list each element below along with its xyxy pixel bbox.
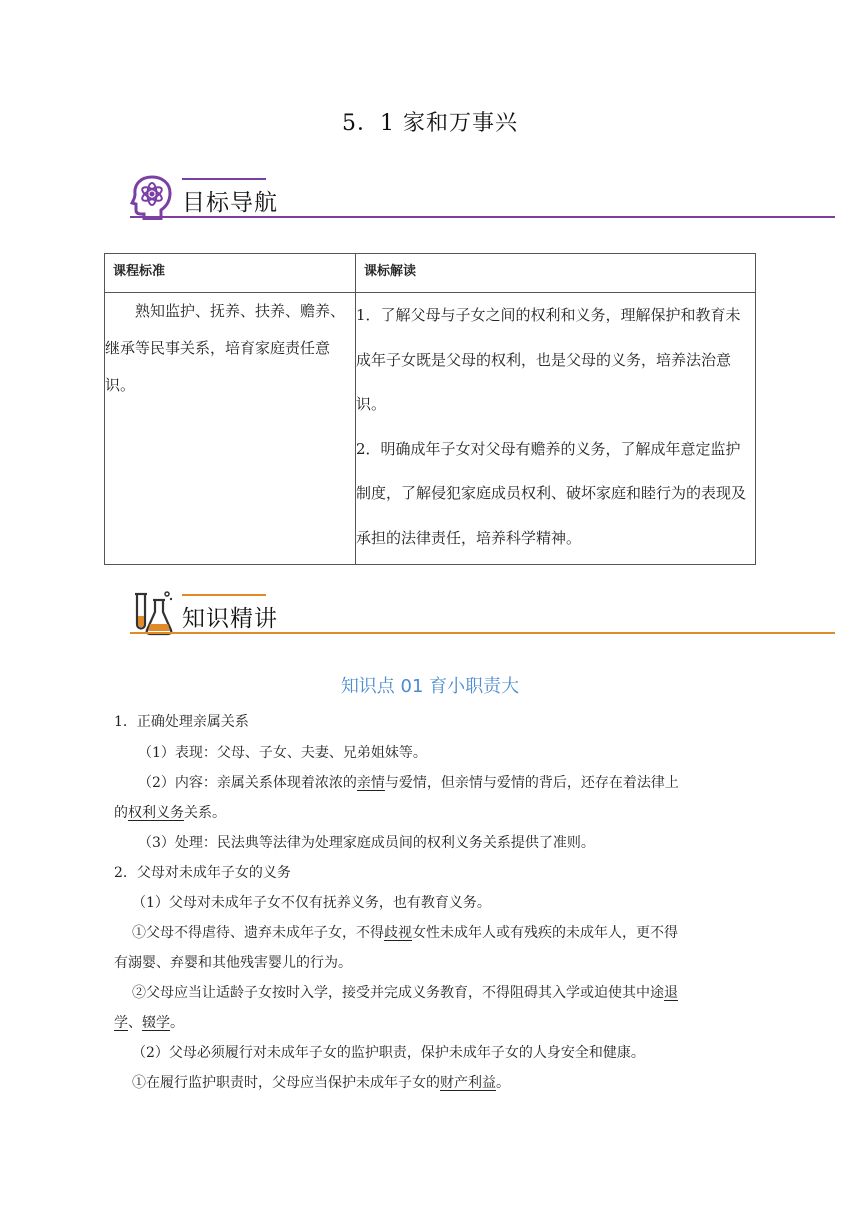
interpretation-item: 1．了解父母与子女之间的权利和义务，理解保护和教育未成年子女既是父母的权利，也是父母的义务，培养法治意识。 <box>356 306 741 413</box>
paragraph: （2）内容：亲属关系体现着浓浓的亲情与爱情，但亲情与爱情的背后，还存在着法律上 <box>138 775 679 791</box>
header-divider <box>130 216 835 218</box>
table-row <box>105 293 756 565</box>
paragraph: （1）父母对未成年子女不仅有抚养义务，也有教育义务。 <box>132 895 491 911</box>
section-label: 目标导航 <box>182 190 278 216</box>
paragraph: ②父母应当让适龄子女按时入学，接受并完成义务教育，不得阻碍其入学或迫使其中途退 <box>132 985 678 1001</box>
brain-atom-icon <box>130 174 174 220</box>
paragraph: （2）父母必须履行对未成年子女的监护职责，保护未成年子女的人身安全和健康。 <box>132 1045 645 1061</box>
section-header-knowledge <box>130 590 835 640</box>
paragraph: ①在履行监护职责时，父母应当保护未成年子女的财产利益。 <box>132 1075 510 1091</box>
underlined-term: 亲情 <box>356 775 385 791</box>
page-title: 5．1 家和万事兴 <box>342 111 518 136</box>
underlined-term: 歧视 <box>384 925 412 941</box>
heading-2: 2．父母对未成年子女的义务 <box>114 865 291 881</box>
paragraph: 学、辍学。 <box>114 1015 184 1031</box>
paragraph: （1）表现：父母、子女、夫妻、兄弟姐妹等。 <box>138 745 427 761</box>
heading-1: 1．正确处理亲属关系 <box>114 714 249 730</box>
underlined-term: 退 <box>664 985 678 1001</box>
table-header-interpretation: 课标解读 <box>356 254 756 293</box>
table-cell-interpretation <box>356 293 756 565</box>
table-cell-standard <box>105 293 356 565</box>
underlined-term: 财产利益 <box>440 1075 496 1091</box>
standard-text: 熟知监护、抚养、扶养、赡养、继承等民事关系，培育家庭责任意识。 <box>105 302 346 394</box>
underlined-term: 权利义务 <box>128 805 184 821</box>
header-divider <box>130 632 835 634</box>
knowledge-point-title: 知识点 01 育小职责大 <box>340 676 520 697</box>
section-header-goals <box>130 174 835 224</box>
paragraph: ①父母不得虐待、遗弃未成年子女，不得歧视女性未成年人或有残疾的未成年人，更不得 <box>132 925 678 941</box>
flask-icon <box>130 590 174 636</box>
curriculum-table <box>104 253 756 565</box>
header-accent-line <box>182 178 266 180</box>
underlined-term: 辍学 <box>142 1015 170 1031</box>
paragraph: （3）处理：民法典等法律为处理家庭成员间的权利义务关系提供了准则。 <box>138 835 595 851</box>
paragraph: 的权利义务关系。 <box>114 805 226 821</box>
table-header-standard: 课程标准 <box>105 254 356 293</box>
paragraph: 有溺婴、弃婴和其他残害婴儿的行为。 <box>114 955 352 971</box>
interpretation-item: 2．明确成年子女对父母有赡养的义务，了解成年意定监护制度，了解侵犯家庭成员权利、破坏家庭和睦行为的表现及承担的法律责任，培养科学精神。 <box>356 439 747 547</box>
section-label: 知识精讲 <box>182 606 278 632</box>
table-header-row <box>105 254 756 293</box>
underlined-term: 学 <box>114 1015 128 1031</box>
header-accent-line <box>182 594 266 596</box>
